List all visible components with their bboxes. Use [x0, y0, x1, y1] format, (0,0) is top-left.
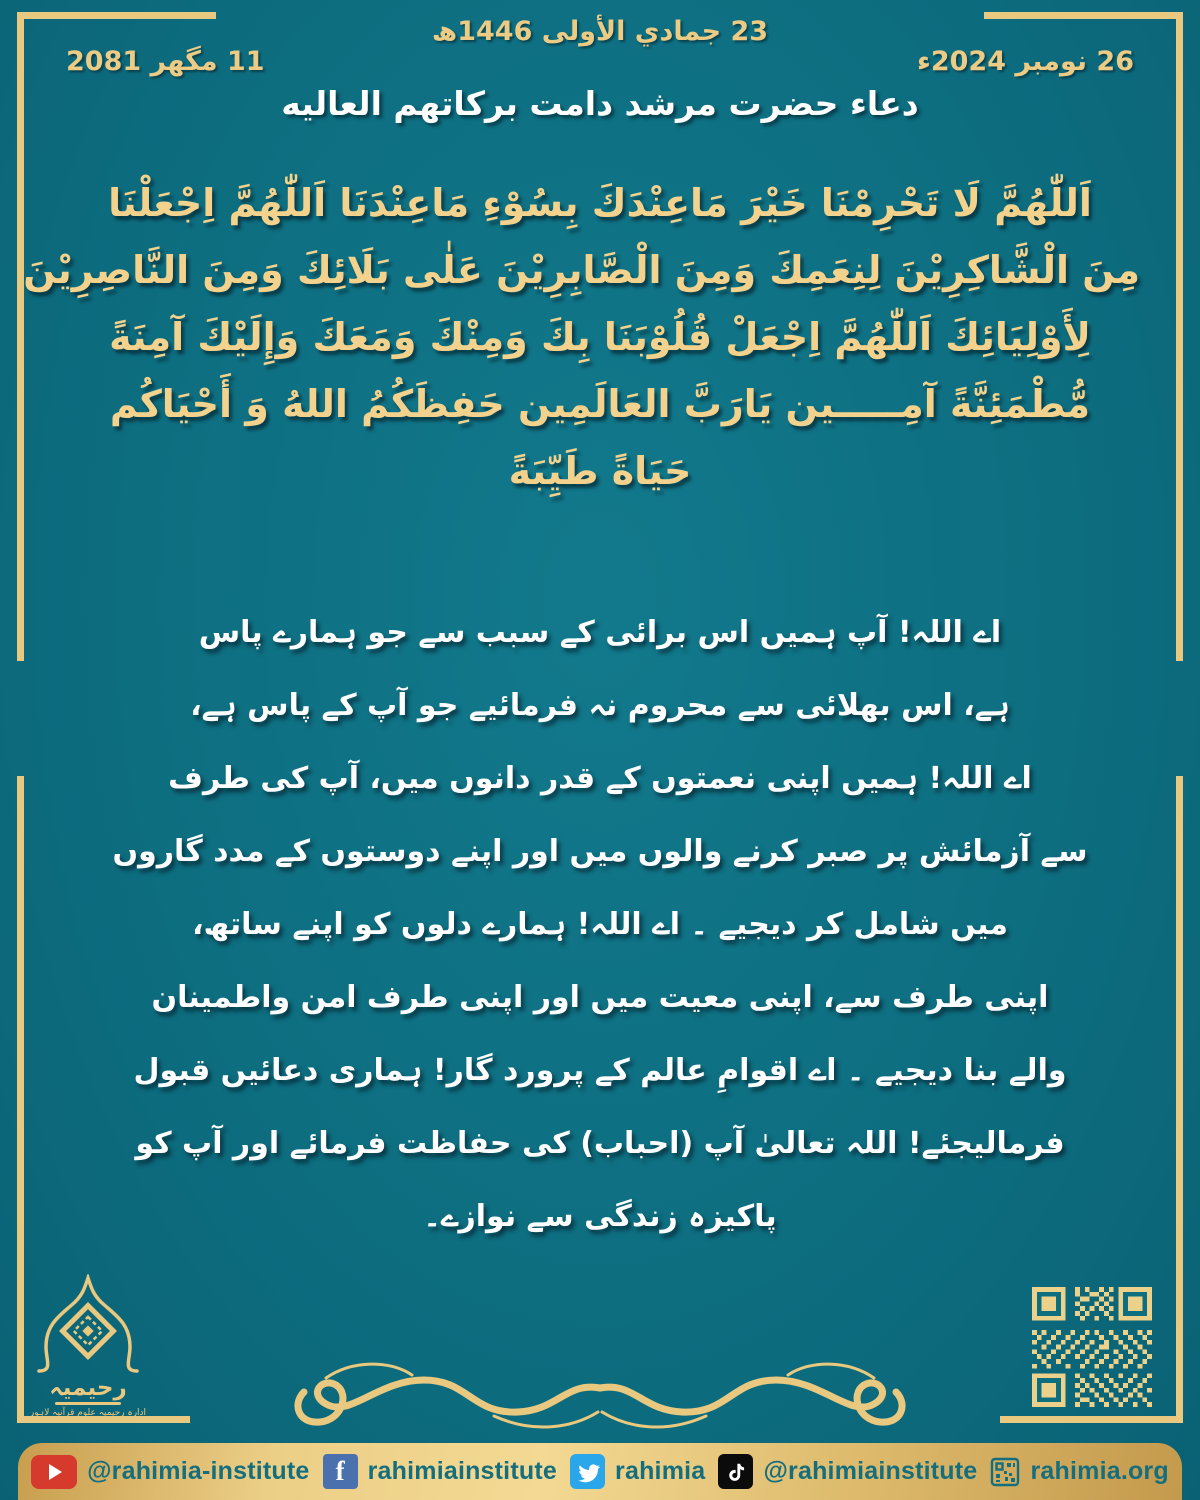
- urdu-translation-block: [90, 596, 1110, 1253]
- urdu-translation-line: والے بنا دیجیے ۔ اے اقوامِ عالم کے پرورد گار! ہماری دعائیں قبول: [133, 1053, 1067, 1088]
- urdu-translation-line: اپنی طرف سے، اپنی معیت میں اور اپنی طرف امن واطمینان: [151, 980, 1049, 1015]
- arabic-prayer-line: اَللّٰهُمَّ لَا تَحْرِمْنَا خَيْرَ مَاعِنْدَكَ بِسُوْءِ مَاعِنْدَنَا اَللّٰهُمَّ اِجْعَلْنَا: [108, 181, 1092, 225]
- rahimia-logo: [28, 1274, 148, 1419]
- youtube-handle: @rahimia-institute: [87, 1457, 310, 1485]
- urdu-translation-line: اے اللہ! آپ ہمیں اس برائی کے سبب سے جو ہمارے پاس: [198, 615, 1002, 650]
- logo-dome-icon: [31, 1274, 145, 1374]
- frame-left-lower-segment: [17, 776, 24, 1423]
- logo-subtitle: ادارہ رحیمیہ علومِ قرآنیہ لاہور: [29, 1408, 147, 1418]
- qr-code: [1030, 1287, 1154, 1407]
- urdu-translation-line: ہے، اس بھلائی سے محروم نہ فرمائیے جو آپ کے پاس ہے،: [190, 688, 1010, 723]
- urdu-translation-line: اے اللہ! ہمیں اپنی نعمتوں کے قدر دانوں میں، آپ کی طرف: [168, 761, 1032, 796]
- youtube-icon: [31, 1455, 77, 1489]
- gregorian-date: 26 نومبر 2024ء: [917, 46, 1134, 77]
- website-row: [763, 1457, 977, 1486]
- arabic-prayer-line: مُّطْمَئِنَّةً آمِـــــين يَارَبَّ العَالَمِين حَفِظَكُمُ اللهُ وَ أَحْيَاكُم: [109, 382, 1091, 426]
- hijri-date: 23 جمادي الأولى 1446ھ: [431, 16, 769, 47]
- arabic-prayer-line: مِنَ الْشَّاكِرِيْنَ لِنِعَمِكَ وَمِنَ الْصَّابِرِيْنَ عَلٰى بَلَائِكَ وَمِنَ النَّاصِرِيْنَ: [23, 248, 1140, 292]
- urdu-translation-line: میں شامل کر دیجیے ۔ اے اللہ! ہمارے دلوں کو اپنے ساتھ،: [192, 907, 1008, 942]
- logo-name: رحیمیہ: [49, 1375, 127, 1401]
- frame-bottom-right-segment: [1000, 1416, 1183, 1423]
- tiktok-icon: [718, 1454, 753, 1489]
- twitter-handle: rahimia: [615, 1457, 706, 1485]
- arabic-prayer-line: حَيَاةً طَيِّبَةً: [508, 449, 692, 493]
- frame-right-lower-segment: [1176, 776, 1183, 1423]
- poster-title: دعاء حضرت مرشد دامت بركاتهم العاليه: [281, 84, 919, 123]
- facebook-icon: f: [323, 1454, 358, 1489]
- footer-item-website: [990, 1457, 1168, 1487]
- arabic-prayer-line: لِأَوْلِيَائِكَ اَللّٰهُمَّ اِجْعَلْ قُلُوْبَنَا بِكَ وَمِنْكَ وَمَعَكَ وَإِلَيْكَ آمِنَةً: [109, 315, 1091, 359]
- arabic-prayer-block: [23, 170, 1140, 505]
- facebook-handle: rahimiainstitute: [367, 1457, 557, 1485]
- footer-item-facebook: [323, 1454, 557, 1489]
- qr-icon: [990, 1457, 1020, 1487]
- footer-item-youtube: [31, 1455, 309, 1489]
- logo-underline: [55, 1402, 121, 1405]
- urdu-translation-line: پاکیزہ زندگی سے نوازے۔: [423, 1199, 777, 1234]
- footer-social-bar: [18, 1443, 1182, 1500]
- urdu-translation-line: فرمالیجئے! اللہ تعالیٰ آپ (احباب) کی حفاظت فرمائے اور آپ کو: [135, 1126, 1065, 1161]
- footer-item-twitter: [570, 1454, 705, 1489]
- footer-item-tiktok: [718, 1454, 977, 1489]
- tiktok-handle: @rahimiainstitute: [763, 1457, 978, 1485]
- website-url: rahimia.org: [1030, 1457, 1169, 1485]
- bikrami-date: 11 مگھر 2081: [66, 46, 265, 77]
- urdu-translation-line: سے آزمائش پر صبر کرنے والوں میں اور اپنے دوستوں کے مدد گاروں: [112, 834, 1088, 869]
- twitter-icon: [570, 1454, 605, 1489]
- flourish-divider: [290, 1350, 910, 1436]
